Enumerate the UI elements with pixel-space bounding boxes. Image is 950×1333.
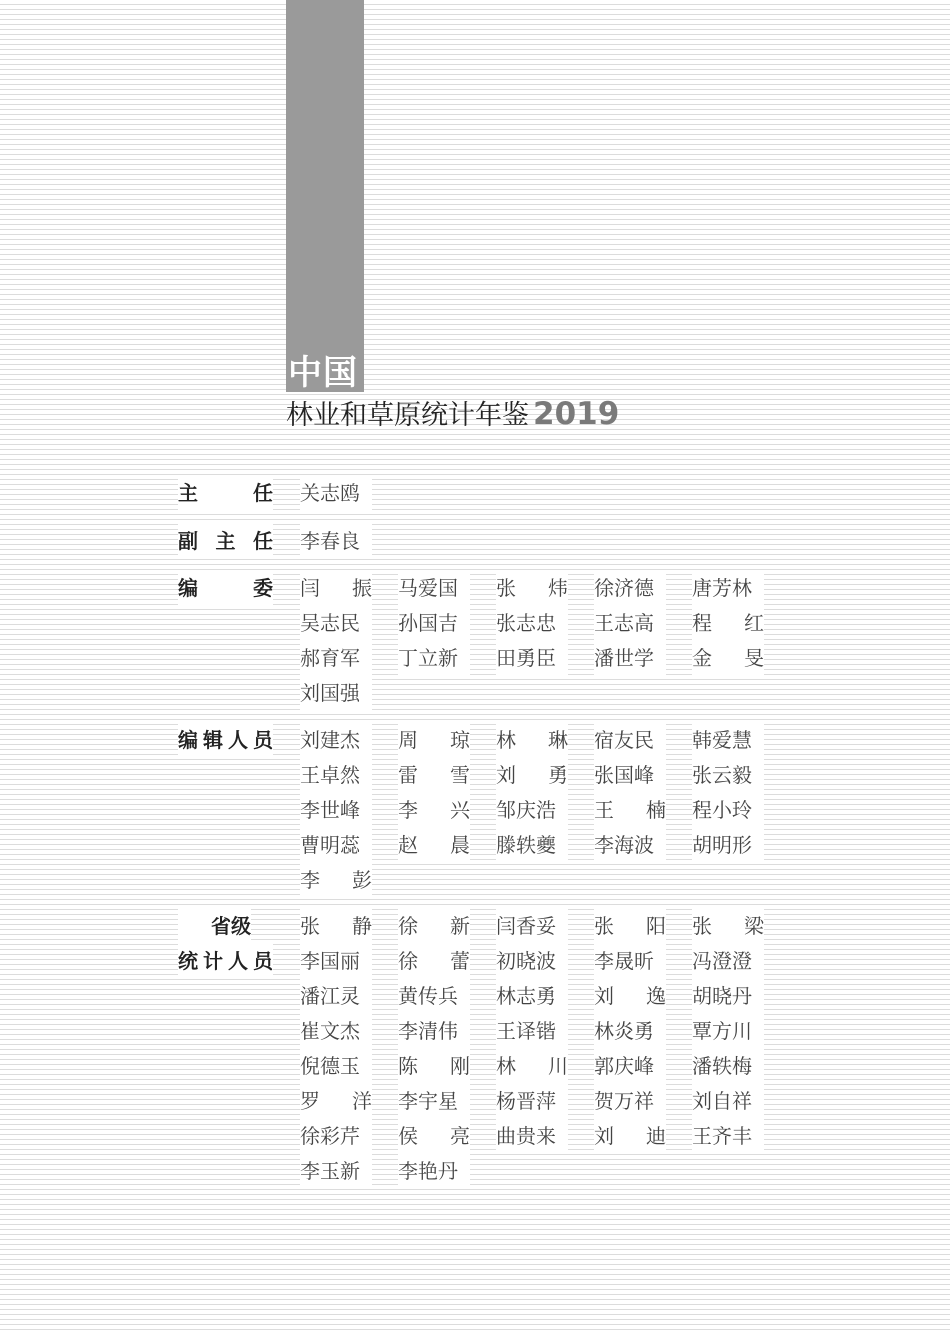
person-name: 潘世学 xyxy=(594,641,666,676)
person-name: 张 炜 xyxy=(496,571,568,606)
name-row xyxy=(300,1049,770,1084)
person-name: 张 静 xyxy=(300,909,372,944)
person-name: 张云毅 xyxy=(692,758,764,793)
person-name: 李艳丹 xyxy=(398,1154,470,1189)
person-name: 丁立新 xyxy=(398,641,470,676)
name-row xyxy=(300,606,770,641)
person-name: 杨晋萍 xyxy=(496,1084,568,1119)
role-label-deputy-director: 副 主 任 xyxy=(178,524,273,559)
title-text: 林业和草原统计年鉴 xyxy=(286,400,529,431)
person-name: 王 楠 xyxy=(594,793,666,828)
person-name: 冯澄澄 xyxy=(692,944,764,979)
person-name: 刘建杰 xyxy=(300,723,372,758)
role-label-provincial-line1: 省级 xyxy=(178,909,251,944)
role-label-provincial-line2: 统 计 人 员 xyxy=(178,944,273,979)
person-name: 程 红 xyxy=(692,606,764,641)
person-name: 张 阳 xyxy=(594,909,666,944)
person-name: 关志鸥 xyxy=(300,476,372,511)
person-name: 林炎勇 xyxy=(594,1014,666,1049)
name-row xyxy=(300,828,770,863)
name-row xyxy=(300,1154,770,1189)
title-year: 2019 xyxy=(533,396,620,432)
person-name: 王卓然 xyxy=(300,758,372,793)
names-deputy-director xyxy=(300,524,770,559)
person-name: 罗 洋 xyxy=(300,1084,372,1119)
name-row xyxy=(300,723,770,758)
person-name: 张国峰 xyxy=(594,758,666,793)
person-name: 李海波 xyxy=(594,828,666,863)
person-name: 刘自祥 xyxy=(692,1084,764,1119)
person-name: 闫 振 xyxy=(300,571,372,606)
name-row xyxy=(300,863,770,898)
person-name: 李 兴 xyxy=(398,793,470,828)
person-name: 马爱国 xyxy=(398,571,470,606)
person-name: 潘江灵 xyxy=(300,979,372,1014)
names-editors xyxy=(300,723,770,898)
person-name: 胡明形 xyxy=(692,828,764,863)
person-name: 韩爱慧 xyxy=(692,723,764,758)
person-name: 张 梁 xyxy=(692,909,764,944)
name-row xyxy=(300,1084,770,1119)
person-name: 金 旻 xyxy=(692,641,764,676)
name-row xyxy=(300,758,770,793)
person-name: 林志勇 xyxy=(496,979,568,1014)
names-director xyxy=(300,476,770,511)
role-label-editorial-board: 编 委 xyxy=(178,571,273,606)
person-name: 刘 迪 xyxy=(594,1119,666,1154)
person-name: 王译锴 xyxy=(496,1014,568,1049)
person-name: 闫香妥 xyxy=(496,909,568,944)
person-name: 徐济德 xyxy=(594,571,666,606)
person-name: 田勇臣 xyxy=(496,641,568,676)
person-name: 李清伟 xyxy=(398,1014,470,1049)
person-name: 徐 蕾 xyxy=(398,944,470,979)
person-name: 吴志民 xyxy=(300,606,372,641)
person-name: 倪德玉 xyxy=(300,1049,372,1084)
person-name: 邹庆浩 xyxy=(496,793,568,828)
person-name: 李晟昕 xyxy=(594,944,666,979)
person-name: 唐芳林 xyxy=(692,571,764,606)
person-name: 王志高 xyxy=(594,606,666,641)
person-name: 刘 勇 xyxy=(496,758,568,793)
names-editorial-board xyxy=(300,571,770,711)
person-name: 宿友民 xyxy=(594,723,666,758)
person-name: 程小玲 xyxy=(692,793,764,828)
name-row xyxy=(300,676,770,711)
person-name: 王齐丰 xyxy=(692,1119,764,1154)
person-name: 胡晓丹 xyxy=(692,979,764,1014)
person-name: 黄传兵 xyxy=(398,979,470,1014)
name-row xyxy=(300,571,770,606)
person-name: 贺万祥 xyxy=(594,1084,666,1119)
person-name: 崔文杰 xyxy=(300,1014,372,1049)
name-row xyxy=(300,1014,770,1049)
person-name: 林 川 xyxy=(496,1049,568,1084)
person-name: 覃方川 xyxy=(692,1014,764,1049)
person-name: 李春良 xyxy=(300,524,372,559)
person-name: 周 琼 xyxy=(398,723,470,758)
name-row xyxy=(300,641,770,676)
person-name: 郝育军 xyxy=(300,641,372,676)
name-row xyxy=(300,909,770,944)
name-row xyxy=(300,979,770,1014)
person-name: 李玉新 xyxy=(300,1154,372,1189)
person-name: 雷 雪 xyxy=(398,758,470,793)
person-name: 侯 亮 xyxy=(398,1119,470,1154)
name-row xyxy=(300,1119,770,1154)
role-label-director: 主 任 xyxy=(178,476,273,511)
person-name: 李宇星 xyxy=(398,1084,470,1119)
person-name: 徐 新 xyxy=(398,909,470,944)
person-name: 林 琳 xyxy=(496,723,568,758)
brand-china: 中国 xyxy=(288,353,358,393)
person-name: 陈 刚 xyxy=(398,1049,470,1084)
person-name: 初晓波 xyxy=(496,944,568,979)
name-row xyxy=(300,793,770,828)
person-name: 曲贵来 xyxy=(496,1119,568,1154)
person-name: 郭庆峰 xyxy=(594,1049,666,1084)
person-name: 曹明蕊 xyxy=(300,828,372,863)
person-name: 李 彭 xyxy=(300,863,372,898)
person-name: 刘国强 xyxy=(300,676,372,711)
person-name: 张志忠 xyxy=(496,606,568,641)
role-label-editors: 编 辑 人 员 xyxy=(178,723,273,758)
person-name: 李国丽 xyxy=(300,944,372,979)
names-provincial-statisticians xyxy=(300,909,770,1189)
person-name: 滕轶夔 xyxy=(496,828,568,863)
person-name: 潘轶梅 xyxy=(692,1049,764,1084)
person-name: 刘 逸 xyxy=(594,979,666,1014)
name-row xyxy=(300,944,770,979)
person-name: 徐彩芹 xyxy=(300,1119,372,1154)
person-name: 孙国吉 xyxy=(398,606,470,641)
person-name: 李世峰 xyxy=(300,793,372,828)
person-name: 赵 晨 xyxy=(398,828,470,863)
